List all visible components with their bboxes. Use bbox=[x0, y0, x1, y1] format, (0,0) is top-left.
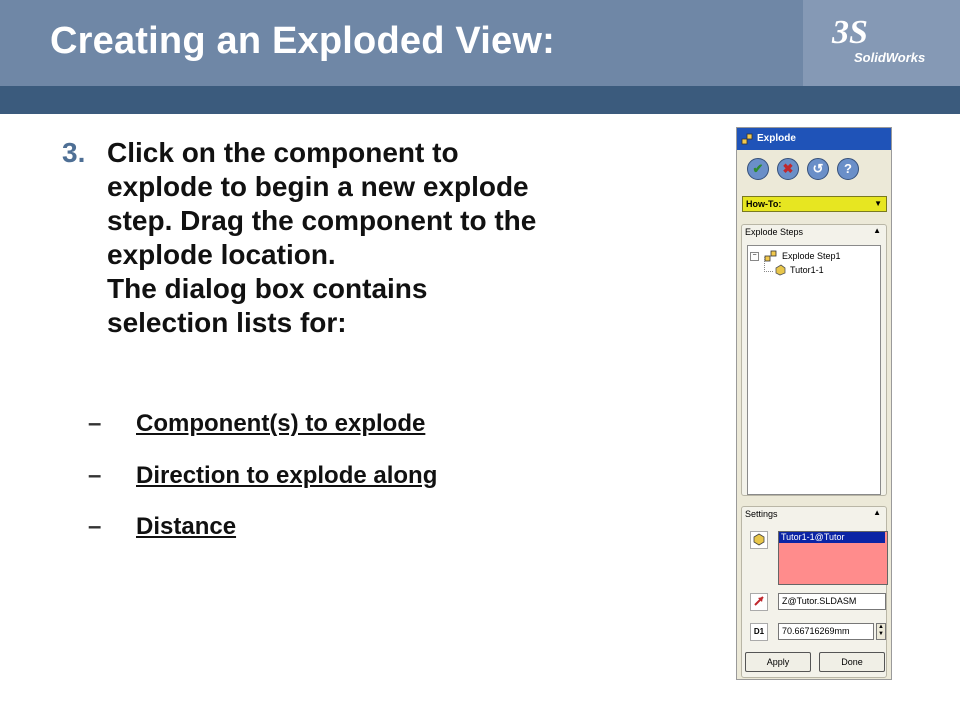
distance-spinner[interactable] bbox=[876, 623, 886, 640]
distance-icon bbox=[750, 623, 768, 641]
help-button[interactable] bbox=[837, 158, 859, 180]
chevron-down-icon: ▼ bbox=[874, 199, 882, 208]
tree-item-label: Tutor1-1 bbox=[790, 265, 824, 275]
explode-property-manager bbox=[736, 127, 892, 680]
direction-field[interactable]: Z@Tutor.SLDASM bbox=[778, 593, 886, 610]
step-line: explode location. bbox=[107, 239, 336, 270]
direction-arrow-icon[interactable] bbox=[750, 593, 768, 611]
step-line: selection lists for: bbox=[107, 307, 347, 338]
bullet-link-distance[interactable]: Distance bbox=[136, 513, 237, 540]
header-strip bbox=[0, 86, 960, 114]
spin-down-icon[interactable]: ▼ bbox=[878, 631, 884, 637]
how-to-label: How-To: bbox=[746, 199, 782, 209]
help-icon: ? bbox=[844, 161, 852, 176]
logo-area bbox=[803, 0, 960, 86]
settings-header: Settings bbox=[745, 509, 778, 519]
components-selection-list[interactable] bbox=[778, 531, 888, 585]
step-line: step. Drag the component to the bbox=[107, 205, 537, 236]
explode-icon bbox=[741, 133, 753, 145]
how-to-dropdown[interactable] bbox=[742, 196, 887, 212]
step-line: The dialog box contains bbox=[107, 273, 428, 304]
step-line: explode to begin a new explode bbox=[107, 171, 529, 202]
tree-item-tutor1-1[interactable] bbox=[772, 265, 872, 277]
explode-steps-header: Explode Steps bbox=[745, 227, 804, 237]
slide-title: Creating an Exploded View: bbox=[50, 20, 555, 62]
step-number: 3. bbox=[62, 137, 86, 168]
check-icon: ✔ bbox=[752, 161, 764, 176]
step-text bbox=[107, 136, 536, 340]
part-icon bbox=[752, 532, 766, 546]
close-icon: ✖ bbox=[782, 161, 794, 176]
selected-component[interactable]: Tutor1-1@Tutor bbox=[779, 532, 885, 543]
distance-icon-label: D1 bbox=[753, 627, 765, 636]
done-button[interactable]: Done bbox=[819, 652, 885, 672]
solidworks-logo-text: SolidWorks bbox=[854, 50, 926, 65]
explode-steps-tree[interactable] bbox=[747, 245, 881, 495]
panel-title: Explode bbox=[757, 133, 796, 144]
expand-toggle-icon[interactable]: − bbox=[750, 252, 759, 261]
distance-field[interactable]: 70.66716269mm bbox=[778, 623, 874, 640]
arrow-icon bbox=[752, 594, 766, 608]
bullet-link-component[interactable]: Component(s) to explode bbox=[136, 410, 426, 437]
undo-icon: ↺ bbox=[812, 161, 824, 176]
tree-item-label: Explode Step1 bbox=[782, 251, 841, 261]
component-select-icon bbox=[750, 531, 768, 549]
ok-button[interactable] bbox=[747, 158, 769, 180]
collapse-icon[interactable]: ▲ bbox=[873, 508, 881, 517]
explode-steps-group bbox=[741, 224, 887, 496]
panel-title-bar bbox=[737, 128, 891, 150]
undo-button[interactable] bbox=[807, 158, 829, 180]
collapse-icon[interactable]: ▲ bbox=[873, 226, 881, 235]
bullet-dash: – bbox=[88, 410, 102, 437]
apply-button[interactable]: Apply bbox=[745, 652, 811, 672]
tree-connector bbox=[764, 257, 773, 272]
part-icon bbox=[774, 264, 786, 276]
bullet-link-direction[interactable]: Direction to explode along bbox=[136, 462, 438, 489]
bullet-dash: – bbox=[88, 513, 102, 540]
bullet-dash: – bbox=[88, 462, 102, 489]
cancel-button[interactable] bbox=[777, 158, 799, 180]
ds-logo-mark: 3S bbox=[832, 14, 868, 51]
step-line: Click on the component to bbox=[107, 137, 459, 168]
spin-up-icon[interactable]: ▲ bbox=[878, 624, 884, 630]
